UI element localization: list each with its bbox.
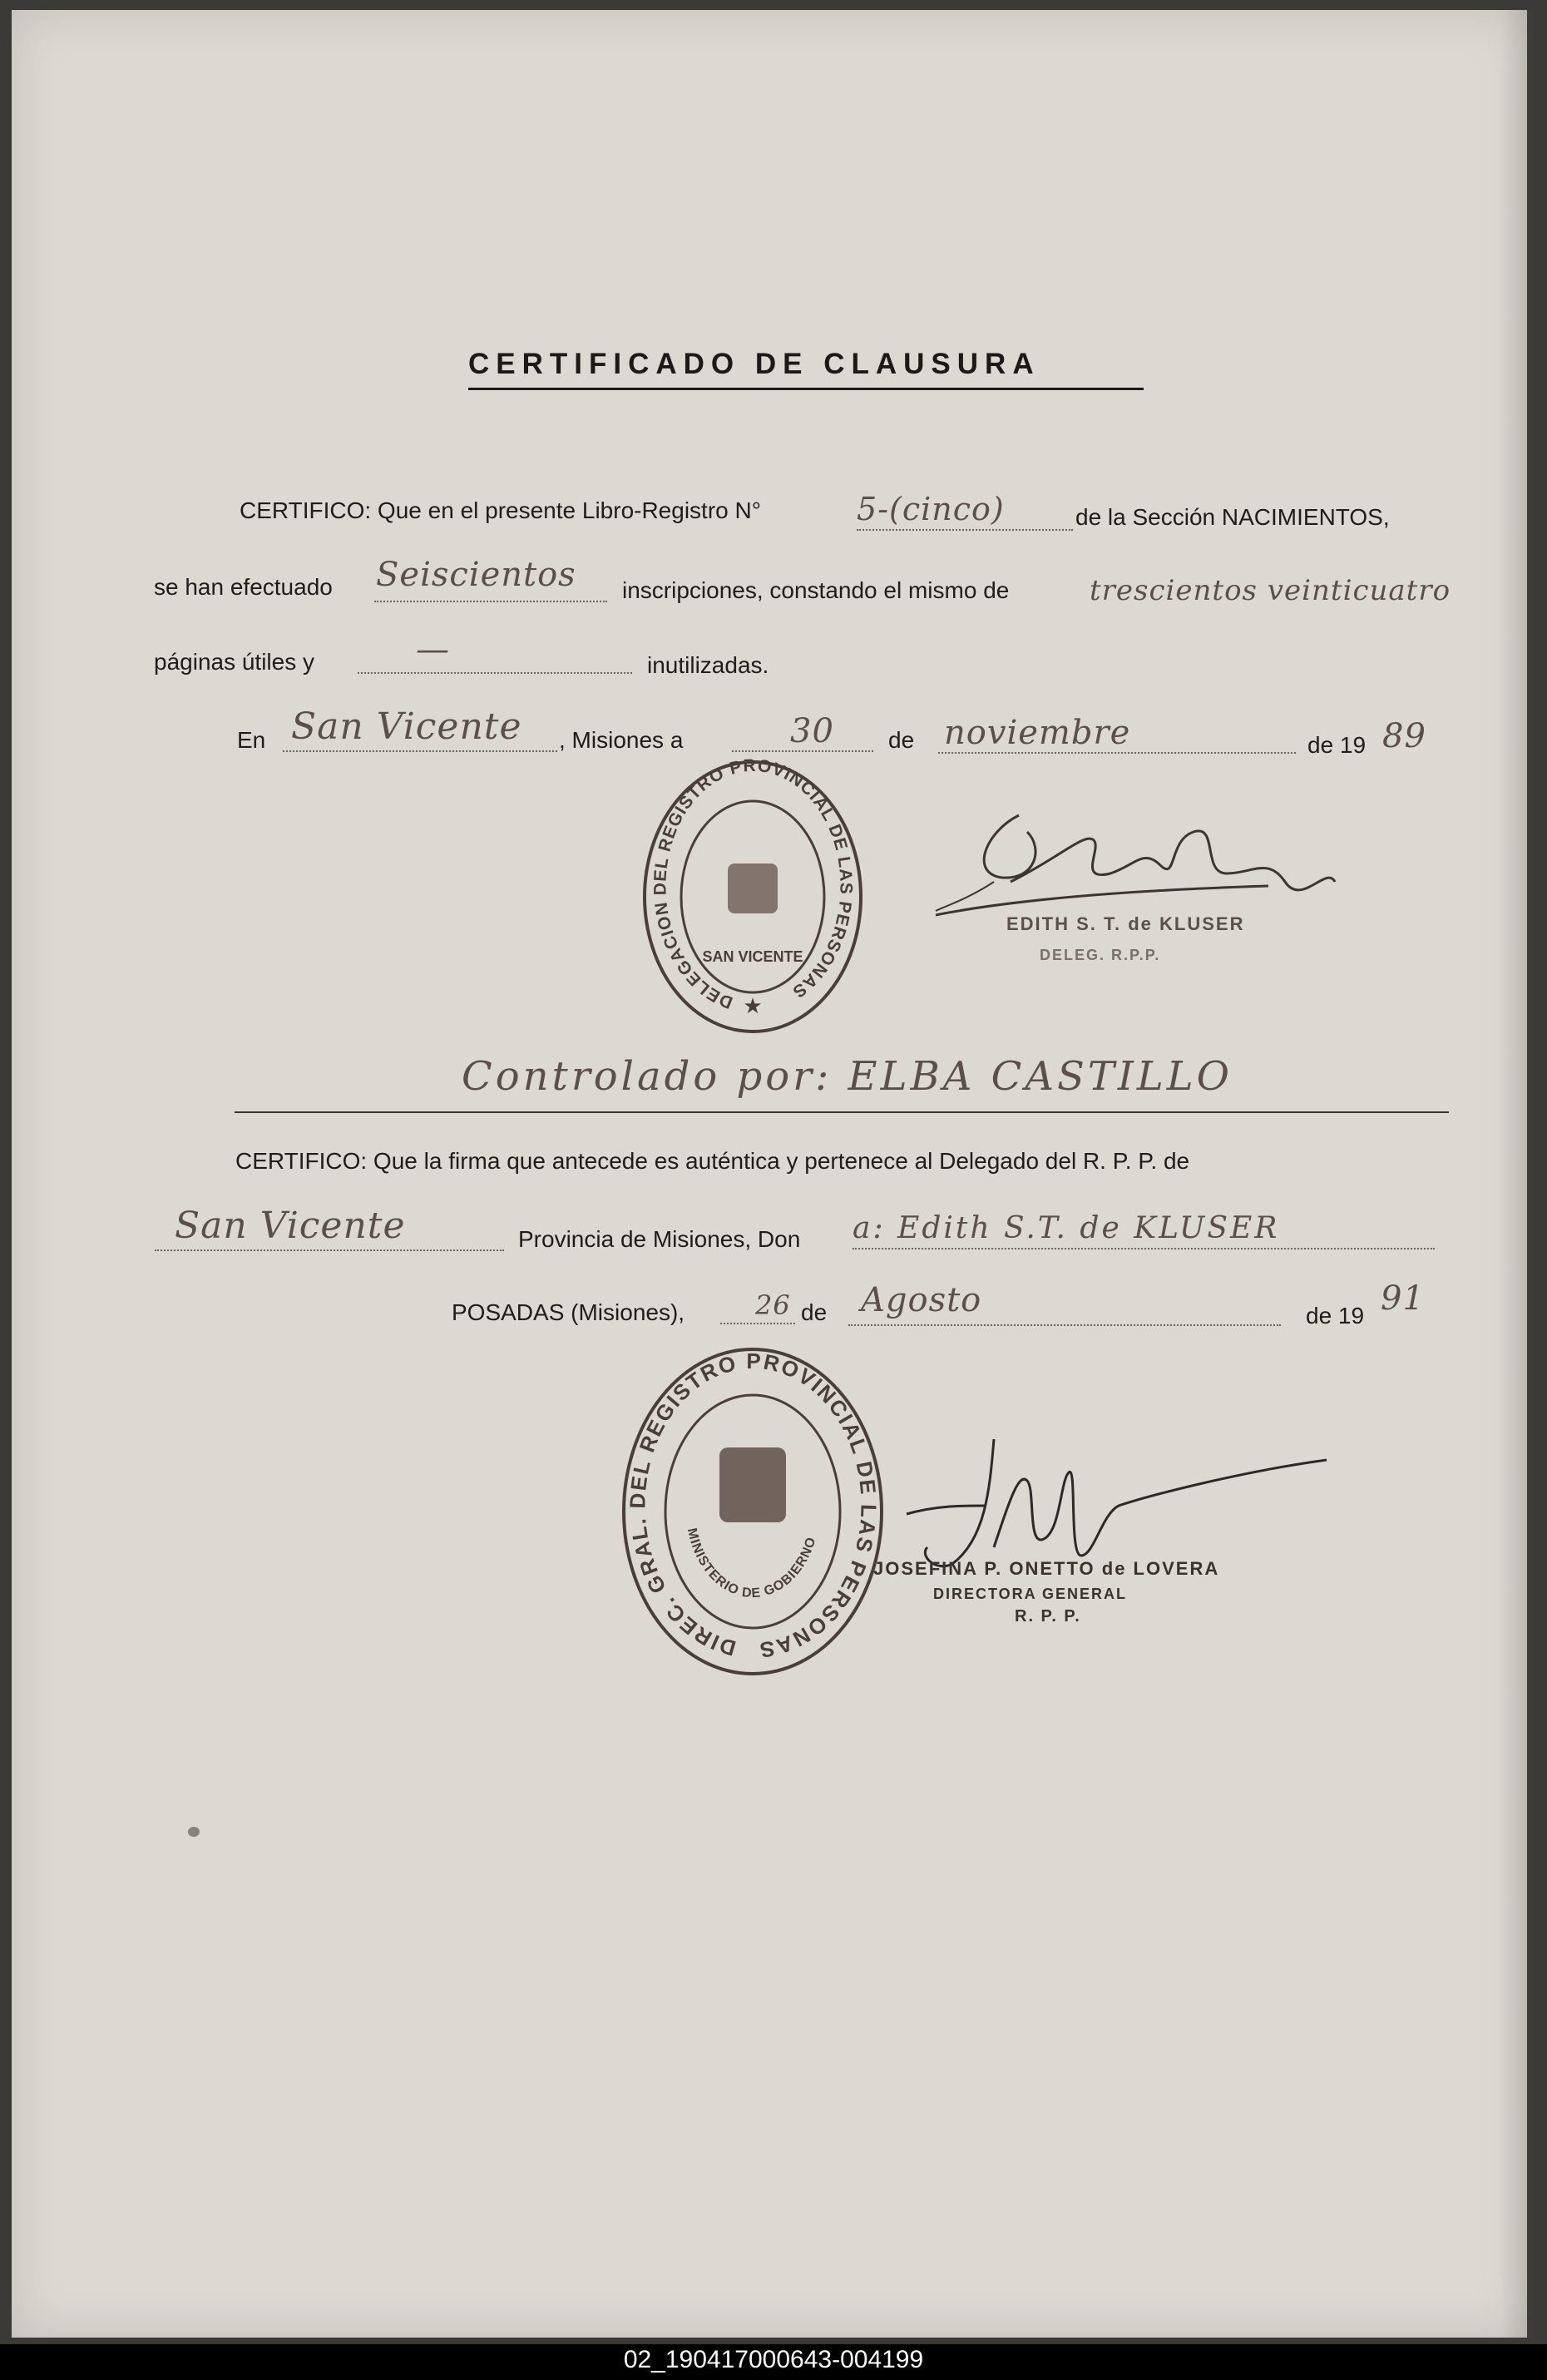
separator-line <box>235 1111 1449 1113</box>
director-name: JOSEFINA P. ONETTO de LOVERA <box>873 1558 1220 1579</box>
dotted-line <box>732 750 873 752</box>
stamp1-outer-text: DELEGACION DEL REGISTRO PROVINCIAL DE LAS PERSONAS <box>650 755 856 1012</box>
para1-inscriptions-count: Seiscientos <box>376 556 576 594</box>
para2-de: de <box>801 1299 828 1325</box>
para1-en: En <box>237 727 266 753</box>
para1-line1-prefix: CERTIFICO: Que en el presente Libro-Registro N° <box>240 497 761 523</box>
dotted-line <box>853 1248 1435 1249</box>
para1-month: noviembre <box>944 714 1131 752</box>
para2-line3-prefix: POSADAS (Misiones), <box>452 1299 685 1325</box>
para1-de: de <box>888 727 915 753</box>
signature1-caption-name: EDITH S. T. de KLUSER <box>1006 913 1245 934</box>
para1-line3-suffix: inutilizadas. <box>647 652 769 678</box>
delegation-stamp <box>640 755 865 1038</box>
para1-day: 30 <box>790 712 834 750</box>
stamp1-inner-text: SAN VICENTE <box>702 948 803 965</box>
image-code: 02_190417000643-004199 <box>623 2346 924 2373</box>
para1-line1-suffix: de la Sección NACIMIENTOS, <box>1075 504 1390 530</box>
para1-de-year: de 19 <box>1307 732 1367 758</box>
para2-line2-mid: Provincia de Misiones, Don <box>518 1226 801 1252</box>
signature1-caption-role: DELEG. R.P.P. <box>1040 947 1161 963</box>
para2-de-year: de 19 <box>1306 1303 1365 1329</box>
para2-year: 91 <box>1381 1279 1425 1318</box>
footer-bar <box>0 2344 1547 2380</box>
stamp2-outer-text: DIREC. GRAL. DEL REGISTRO PROVINCIAL DE LAS PERSONAS <box>625 1348 882 1664</box>
dotted-line <box>155 1249 504 1251</box>
para1-registry-number: 5-(cinco) <box>857 491 1005 527</box>
para1-line3-prefix: páginas útiles y <box>154 649 315 675</box>
para2-day: 26 <box>755 1289 791 1321</box>
dotted-line <box>857 529 1073 531</box>
ink-smudge <box>188 1827 200 1837</box>
dotted-line <box>720 1323 795 1324</box>
para1-line4-mid: , Misiones a <box>559 727 684 753</box>
svg-text:MINISTERIO DE GOBIERNO <box>685 1526 819 1601</box>
star-icon: ★ <box>743 993 763 1018</box>
para2-delegate-name: a: Edith S.T. de KLUSER <box>853 1211 1280 1245</box>
dotted-line <box>283 750 557 752</box>
para1-line2-mid: inscripciones, constando el mismo de <box>622 577 1010 603</box>
para1-place: San Vicente <box>291 705 522 748</box>
para1-pages-count: trescientos veinticuatro <box>1090 574 1451 607</box>
page-edge <box>1500 10 1534 2338</box>
para1-year: 89 <box>1382 717 1426 755</box>
para2-place: San Vicente <box>175 1205 406 1247</box>
dotted-line <box>358 672 632 674</box>
dotted-line <box>374 601 607 602</box>
dotted-line <box>848 1324 1281 1326</box>
controlled-by-note: Controlado por: ELBA CASTILLO <box>462 1053 1233 1100</box>
title-underline <box>468 388 1144 390</box>
dotted-line <box>938 752 1296 754</box>
stamp2-inner-text: MINISTERIO DE GOBIERNO <box>684 1526 819 1601</box>
para2-month: Agosto <box>861 1281 982 1319</box>
director-org: R. P. P. <box>1015 1607 1081 1625</box>
para1-unused-pages: — <box>416 631 450 669</box>
para1-line2-prefix: se han efectuado <box>154 574 333 600</box>
director-role: DIRECTORA GENERAL <box>933 1586 1128 1602</box>
para2-line1: CERTIFICO: Que la firma que antecede es auténtica y pertenece al Delegado del R. P. P. de <box>235 1148 1190 1174</box>
directorate-stamp <box>620 1343 886 1680</box>
document-title: CERTIFICADO DE CLAUSURA <box>468 348 1040 380</box>
